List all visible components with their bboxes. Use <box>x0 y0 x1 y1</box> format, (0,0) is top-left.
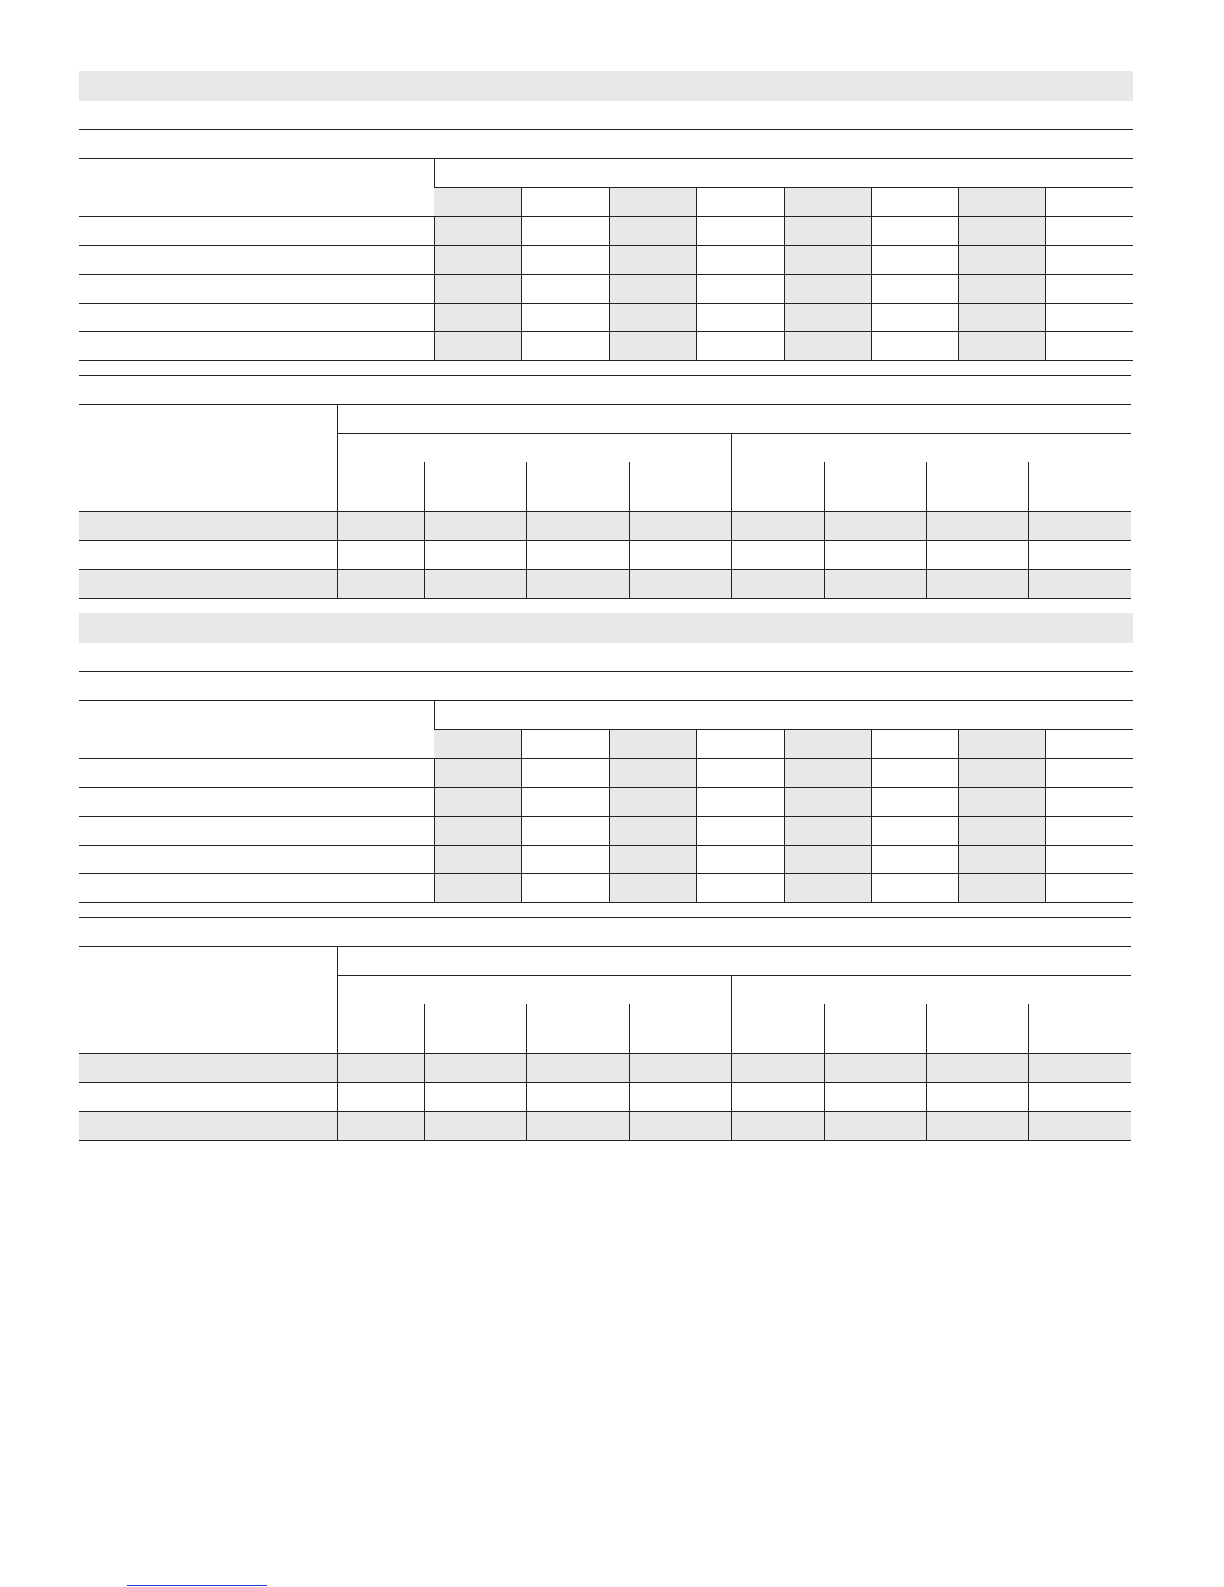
cell-value <box>959 217 1045 245</box>
table-a-col-header-label <box>609 188 696 216</box>
cell-value <box>425 541 526 569</box>
table-b-col-header <box>424 1004 526 1052</box>
cell-value <box>522 304 609 331</box>
table-b-col-divider <box>629 512 630 598</box>
cell-value <box>825 541 926 569</box>
cell-value <box>610 874 696 902</box>
cell-value <box>435 817 521 845</box>
cell-value <box>425 512 526 540</box>
row-label <box>79 246 434 274</box>
cell-value <box>338 1054 424 1082</box>
cell-value <box>610 217 696 245</box>
cell-value <box>825 570 926 598</box>
table-b-col-header <box>926 1004 1028 1052</box>
cell-value <box>927 512 1028 540</box>
cell-value <box>785 759 871 787</box>
row-rule <box>79 360 1133 361</box>
table-b-label-divider <box>337 512 338 598</box>
cell-value <box>630 570 731 598</box>
cell-value <box>630 512 731 540</box>
table-b-col-divider <box>1028 512 1029 598</box>
cell-value <box>697 788 784 816</box>
table-a-col-header-label <box>871 188 958 216</box>
cell-value <box>610 846 696 873</box>
table-b-group-header <box>337 976 731 1004</box>
table-a-col-header-label <box>521 730 609 758</box>
cell-value <box>959 846 1045 873</box>
cell-value <box>425 1112 526 1140</box>
cell-value <box>825 1083 926 1111</box>
table-b-col-header <box>424 462 526 510</box>
table-b-col-divider <box>629 1054 630 1140</box>
cell-value <box>610 817 696 845</box>
table-a-group-header <box>434 159 1133 187</box>
cell-value <box>785 217 871 245</box>
table-a-group-header <box>434 701 1133 729</box>
cell-value <box>872 275 958 303</box>
cell-value <box>872 246 958 274</box>
table-b-col-divider <box>526 1054 527 1140</box>
cell-value <box>927 1112 1028 1140</box>
cell-value <box>697 275 784 303</box>
cell-value <box>927 570 1028 598</box>
cell-value <box>959 788 1045 816</box>
table-b-group-header <box>337 434 731 462</box>
cell-value <box>697 817 784 845</box>
cell-value <box>872 217 958 245</box>
cell-value <box>732 570 824 598</box>
table-b-col-header <box>337 462 424 510</box>
cell-value <box>732 512 824 540</box>
table-a-col-header-label <box>434 730 521 758</box>
cell-value <box>522 817 609 845</box>
table-b-top-header <box>337 947 1131 975</box>
cell-value <box>872 846 958 873</box>
cell-value <box>610 332 696 360</box>
cell-value <box>927 1083 1028 1111</box>
table-b-col-header <box>926 462 1028 510</box>
cell-value <box>435 332 521 360</box>
cell-value <box>527 512 629 540</box>
row-rule <box>79 1140 1131 1141</box>
cell-value <box>522 846 609 873</box>
table-b-col-header <box>526 462 629 510</box>
table-b-col-divider <box>824 1054 825 1140</box>
cell-value <box>785 817 871 845</box>
table-a-col-header-label <box>784 730 871 758</box>
table-b-col-divider <box>824 512 825 598</box>
table-b-col-divider <box>424 512 425 598</box>
table-a-col-header-label <box>609 730 696 758</box>
table-b-col-header <box>337 1004 424 1052</box>
cell-value <box>697 217 784 245</box>
table-b-col-header <box>526 1004 629 1052</box>
table-b-title <box>79 376 1131 404</box>
cell-value <box>338 512 424 540</box>
cell-value <box>522 788 609 816</box>
cell-value <box>1046 874 1133 902</box>
table-b-col-divider <box>731 512 732 598</box>
row-label <box>79 846 434 873</box>
cell-value <box>610 275 696 303</box>
row-label <box>79 541 337 569</box>
cell-value <box>630 541 731 569</box>
table-a-col-header-label <box>696 730 784 758</box>
cell-value <box>1046 275 1133 303</box>
cell-value <box>785 275 871 303</box>
row-rule <box>79 902 1133 903</box>
table-b-col-header <box>824 1004 926 1052</box>
footer-link-underline <box>127 1585 267 1586</box>
table-a-col-header-label <box>434 188 521 216</box>
cell-value <box>959 246 1045 274</box>
cell-value <box>527 541 629 569</box>
table-a-col-header-label <box>521 188 609 216</box>
section-subtitle <box>79 643 1133 671</box>
row-label <box>79 570 337 598</box>
cell-value <box>1029 541 1131 569</box>
cell-value <box>610 759 696 787</box>
cell-value <box>630 1083 731 1111</box>
cell-value <box>959 332 1045 360</box>
cell-value <box>338 1083 424 1111</box>
cell-value <box>527 570 629 598</box>
table-b-col-header <box>824 462 926 510</box>
cell-value <box>425 1054 526 1082</box>
cell-value <box>1046 788 1133 816</box>
cell-value <box>527 1054 629 1082</box>
row-label <box>79 275 434 303</box>
cell-value <box>435 846 521 873</box>
cell-value <box>435 217 521 245</box>
table-a-col-header-label <box>958 188 1045 216</box>
row-label <box>79 1112 337 1140</box>
cell-value <box>872 759 958 787</box>
cell-value <box>1046 246 1133 274</box>
cell-value <box>872 788 958 816</box>
cell-value <box>959 759 1045 787</box>
cell-value <box>522 759 609 787</box>
table-b-label-divider <box>337 1054 338 1140</box>
table-b-col-header <box>629 462 731 510</box>
cell-value <box>1046 332 1133 360</box>
cell-value <box>1029 1112 1131 1140</box>
row-label <box>79 512 337 540</box>
cell-value <box>825 1054 926 1082</box>
cell-value <box>425 1083 526 1111</box>
table-b-col-divider <box>926 1054 927 1140</box>
cell-value <box>1046 217 1133 245</box>
section-title <box>79 613 1133 643</box>
table-a-col-header-label <box>1045 730 1133 758</box>
row-label <box>79 874 434 902</box>
cell-value <box>435 275 521 303</box>
cell-value <box>825 1112 926 1140</box>
cell-value <box>697 846 784 873</box>
cell-value <box>1046 846 1133 873</box>
cell-value <box>435 788 521 816</box>
cell-value <box>1029 512 1131 540</box>
row-label <box>79 304 434 331</box>
cell-value <box>785 874 871 902</box>
cell-value <box>959 304 1045 331</box>
table-b-top-header <box>337 405 1131 433</box>
cell-value <box>697 759 784 787</box>
cell-value <box>522 217 609 245</box>
cell-value <box>522 874 609 902</box>
cell-value <box>610 304 696 331</box>
cell-value <box>927 541 1028 569</box>
cell-value <box>435 304 521 331</box>
cell-value <box>785 846 871 873</box>
cell-value <box>732 1083 824 1111</box>
cell-value <box>435 874 521 902</box>
cell-value <box>522 246 609 274</box>
row-label <box>79 1054 337 1082</box>
table-b-title <box>79 918 1131 946</box>
cell-value <box>610 788 696 816</box>
table-b-group-header <box>731 434 1131 462</box>
cell-value <box>1029 1054 1131 1082</box>
row-label <box>79 817 434 845</box>
table-b-col-header <box>1028 462 1131 510</box>
row-label <box>79 1083 337 1111</box>
cell-value <box>435 759 521 787</box>
table-a-title <box>79 672 1133 700</box>
table-a-title <box>79 130 1133 158</box>
table-a-col-header-label <box>958 730 1045 758</box>
cell-value <box>1029 570 1131 598</box>
table-b-col-header <box>629 1004 731 1052</box>
cell-value <box>522 275 609 303</box>
table-a-col-header-label <box>1045 188 1133 216</box>
cell-value <box>1029 1083 1131 1111</box>
cell-value <box>872 304 958 331</box>
cell-value <box>697 874 784 902</box>
cell-value <box>522 332 609 360</box>
cell-value <box>1046 759 1133 787</box>
cell-value <box>872 332 958 360</box>
row-label <box>79 217 434 245</box>
table-a-col-header-label <box>871 730 958 758</box>
row-label <box>79 759 434 787</box>
section-title <box>79 71 1133 101</box>
cell-value <box>338 570 424 598</box>
cell-value <box>959 817 1045 845</box>
cell-value <box>338 1112 424 1140</box>
cell-value <box>785 788 871 816</box>
table-b-col-divider <box>731 1054 732 1140</box>
cell-value <box>697 304 784 331</box>
table-b-group-header <box>731 976 1131 1004</box>
cell-value <box>732 541 824 569</box>
row-rule <box>79 598 1131 599</box>
cell-value <box>732 1112 824 1140</box>
table-b-col-divider <box>526 512 527 598</box>
cell-value <box>610 246 696 274</box>
table-b-col-divider <box>926 512 927 598</box>
cell-value <box>1046 304 1133 331</box>
cell-value <box>959 874 1045 902</box>
table-a-col-header-label <box>696 188 784 216</box>
cell-value <box>338 541 424 569</box>
row-label <box>79 788 434 816</box>
cell-value <box>630 1054 731 1082</box>
cell-value <box>435 246 521 274</box>
cell-value <box>785 246 871 274</box>
cell-value <box>527 1112 629 1140</box>
table-b-col-header <box>1028 1004 1131 1052</box>
cell-value <box>1046 817 1133 845</box>
cell-value <box>959 275 1045 303</box>
row-label <box>79 332 434 360</box>
cell-value <box>527 1083 629 1111</box>
cell-value <box>785 332 871 360</box>
cell-value <box>630 1112 731 1140</box>
cell-value <box>927 1054 1028 1082</box>
cell-value <box>785 304 871 331</box>
cell-value <box>697 246 784 274</box>
section-subtitle <box>79 101 1133 129</box>
cell-value <box>425 570 526 598</box>
cell-value <box>872 817 958 845</box>
table-b-col-header <box>731 462 824 510</box>
table-b-col-divider <box>1028 1054 1029 1140</box>
cell-value <box>825 512 926 540</box>
cell-value <box>697 332 784 360</box>
cell-value <box>732 1054 824 1082</box>
table-a-col-header-label <box>784 188 871 216</box>
table-b-col-header <box>731 1004 824 1052</box>
table-b-col-divider <box>424 1054 425 1140</box>
cell-value <box>872 874 958 902</box>
